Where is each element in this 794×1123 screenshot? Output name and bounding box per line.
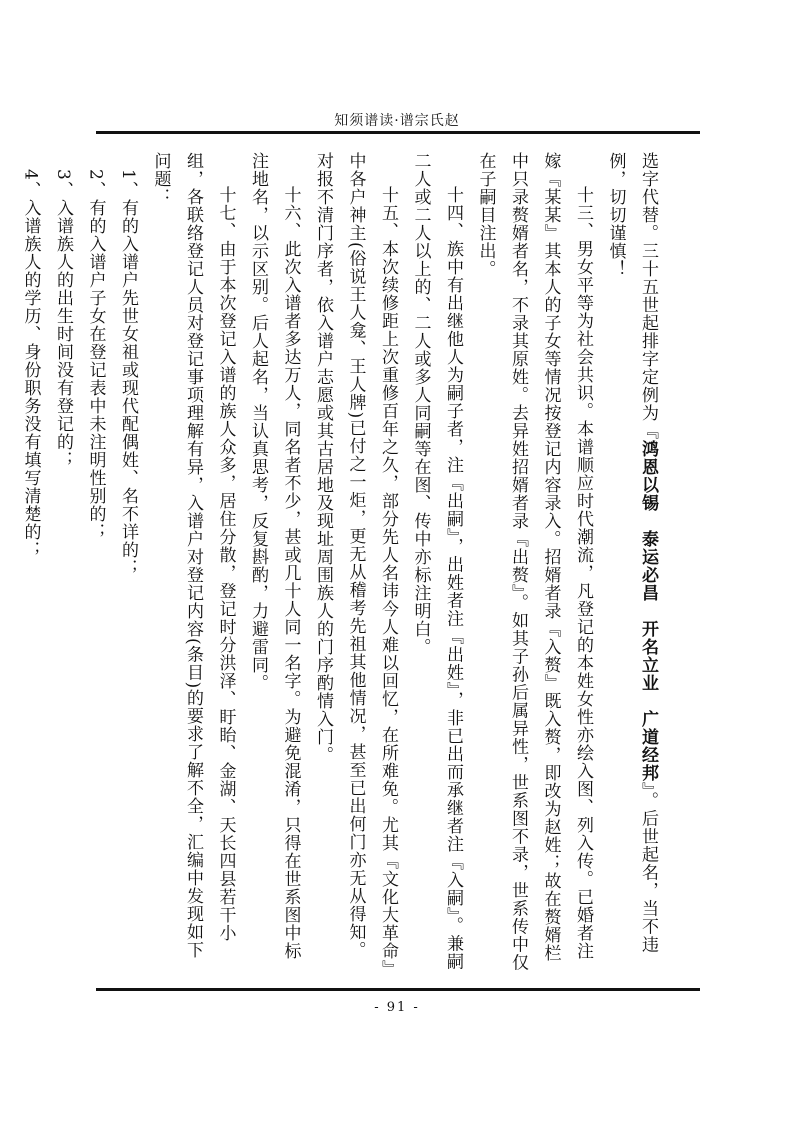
header-title: 知须谱读·谱宗氏赵 [334,113,460,129]
list-item: 3、入谱族人的出生时间没有登记的； [53,169,73,469]
paragraph-text: 』。后世起名，当不违例，切切谨慎！ [605,152,658,954]
paragraph-15: 十五、本次续修距上次重修百年之久，部分先人名讳今人难以回忆，在所难免。尤其『文化大革命』中各户神主(俗说王人龛、王人牌)已付之一炬，更无从稽考先祖其他情况，甚至已出何门亦无从得知。对报不清门序者，依入谱户志愿或其古居地及现址周围族人的门序酌情入门。 [313,152,398,970]
paragraph-text: 选字代替。三十五世起排字定例为『 [638,152,658,440]
list-item: 4、入谱族人的学历、身份职务没有填写清楚的； [20,169,41,559]
footer-rule [96,988,700,991]
page-number: - 91 - [374,1000,420,1015]
paragraph-17: 十七、由于本次登记入谱的族人众多，居住分散，登记时分洪泽、盱眙、金湖、天长四县若干小组，各联络登记人员对登记事项理解有异，入谱户对登记内容(条目)的要求了解不全，汇编中发现如下问题： [150,152,236,960]
paragraph-14: 十四、族中有出继他人为嗣子者，注『出嗣』，出姓者注『出姓』，非已出而承继者注『入嗣』。兼嗣二人或二人以上的、二人或多人同嗣等在图、传中亦标注明白。 [410,152,463,971]
paragraph-name-rule [599,152,664,974]
body-text [20,152,664,974]
header-rule [96,131,700,134]
paragraph-13: 十三、男女平等为社会共识。本谱顺应时代潮流，凡登记的本姓女性亦绘入图、列入传。已婚者注嫁『某某』其本人的子女等情况按登记内容录入。招婿者录『入赘』既入赘，即改为赵姓；故在赘婿栏中只录赘婿者名，不录其原姓。去异姓招婿者录『出赘』。如其子孙后属异性，世系图不录，世系传中仅在子嗣目注出。 [475,152,593,972]
list-item: 2、有的入谱户子女在登记表中未注明性别的； [85,169,106,541]
generation-characters: 鸿恩以锡 泰运必昌 开名立业 广道经邦 [638,440,658,782]
paragraph-16: 十六、此次入谱者多达万人，同名者不少，甚或几十人同一名字。为避免混淆，只得在世系图中标注地名，以示区别。后人起名，当认真思考，反复斟酌，力避雷同。 [248,152,301,960]
list-item: 1、有的入谱户先世女祖或现代配偶姓、名不详的； [118,169,138,577]
